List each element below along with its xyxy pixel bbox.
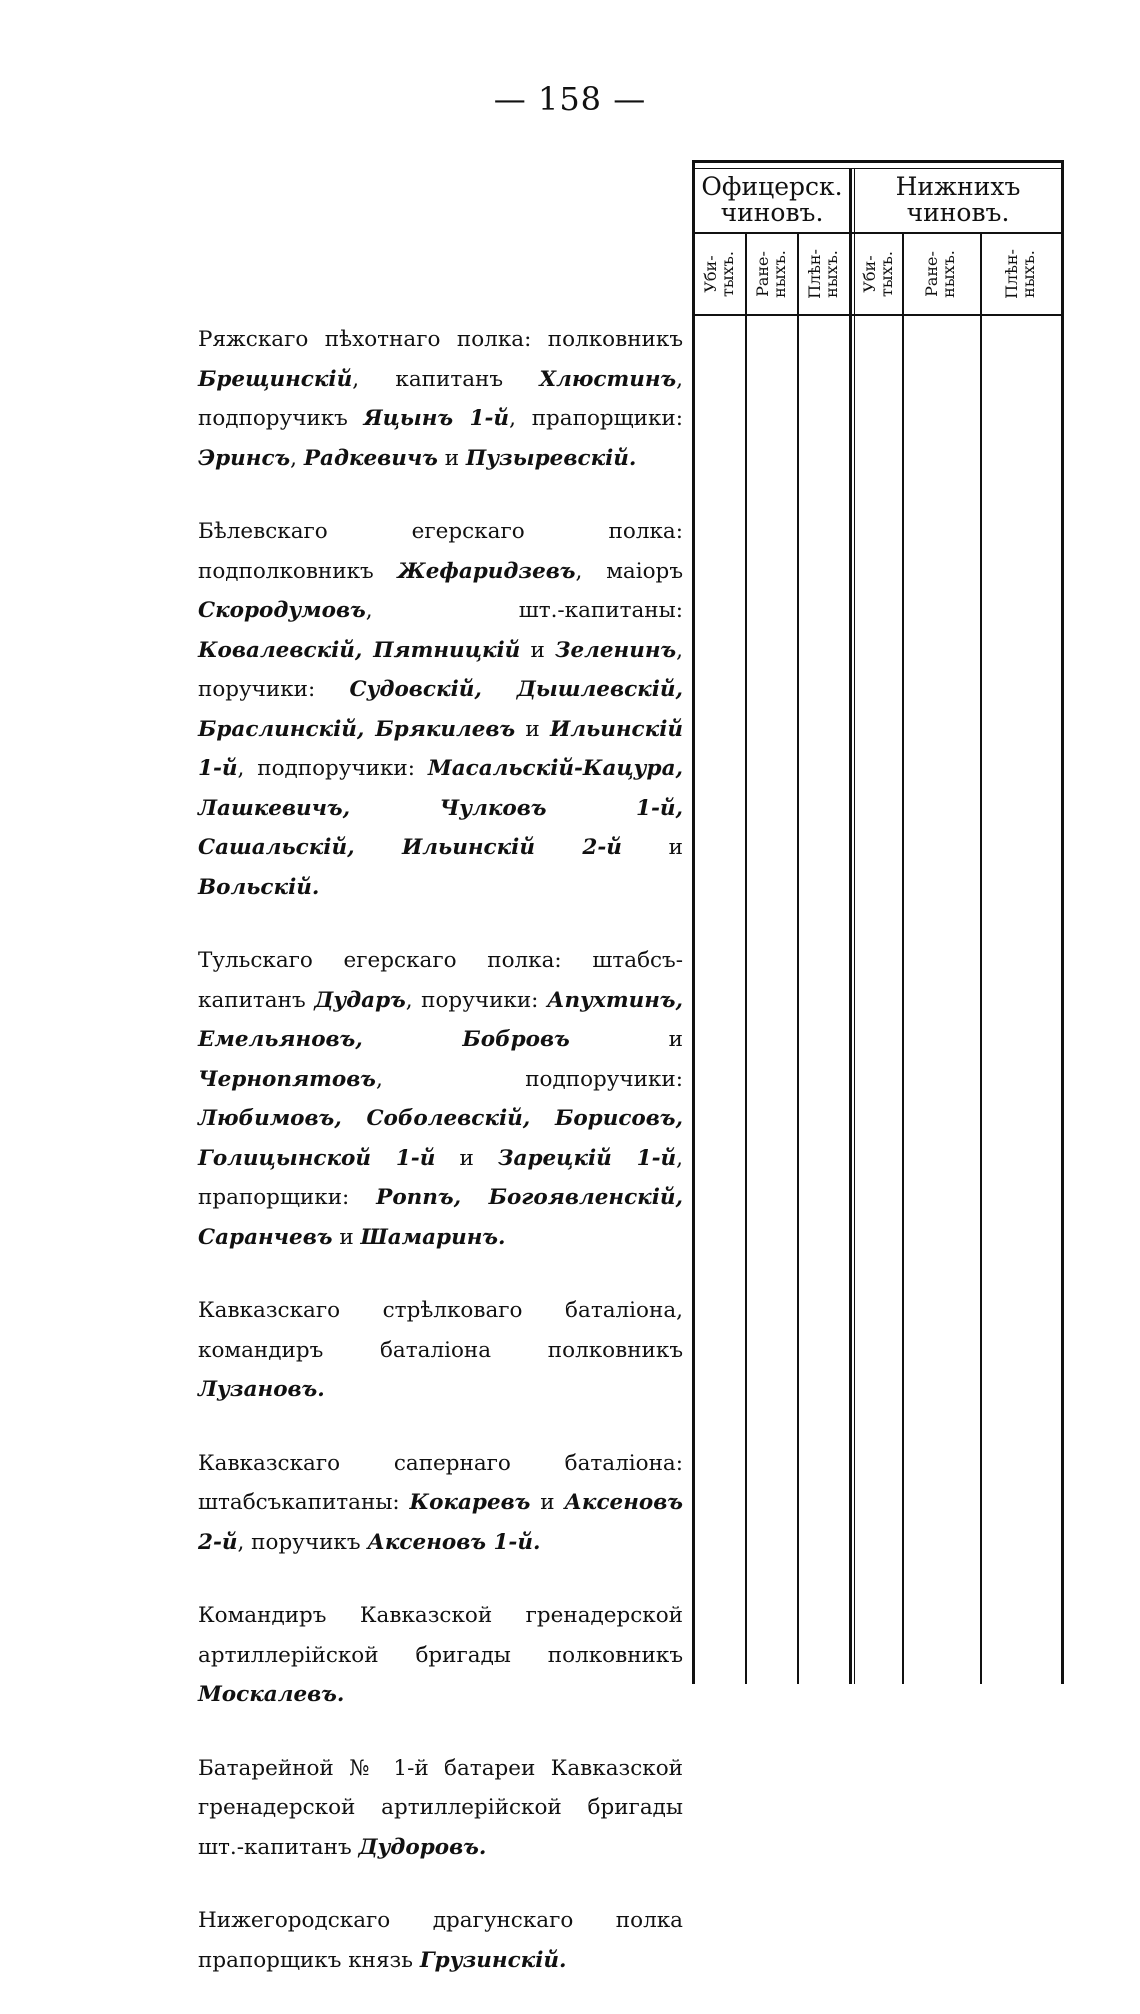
group-header-line: Офицерск. [701, 172, 843, 201]
list-entry [198, 512, 683, 907]
entry-text: Кавказскаго стрѣлковаго баталіона, командиръ баталіона полковникъ [198, 1298, 683, 1363]
officer-name: Яцынъ 1-й [363, 406, 510, 431]
column-header-line: ныхъ. [770, 250, 789, 298]
column-header-captured-lower [1003, 234, 1039, 314]
entry-text: и [621, 835, 683, 860]
list-entry [198, 1444, 683, 1563]
list-entry [198, 1749, 683, 1868]
group-divider-inner [854, 168, 855, 1684]
column-header-line: ныхъ. [822, 250, 841, 298]
officer-name: Пузыревскій. [465, 445, 637, 471]
column-header-killed-officers [702, 234, 738, 314]
officer-name: Роппъ, Богоявленскій, Саранчевъ [198, 1185, 683, 1250]
column-header-killed-lower [861, 234, 897, 314]
entry-text: и [569, 1027, 683, 1052]
casualty-table [692, 160, 1064, 1684]
officer-name: Аксеновъ 2-й [198, 1490, 684, 1555]
list-entry [198, 1291, 683, 1410]
entry-text: , поручики: [405, 987, 547, 1013]
entry-text: Нижегородскаго драгунскаго полка прапорщикъ князь [198, 1908, 683, 1973]
group-header-officers [695, 174, 849, 226]
entry-text: Ряжскаго пѣхотнаго полка: полковникъ [198, 327, 683, 352]
officer-name: Ковалевскій, Пятницкій [198, 637, 521, 663]
column-header-line: тыхъ. [877, 251, 896, 297]
entry-text: , подпоручики: [375, 1066, 683, 1092]
entry-text: , капитанъ [352, 366, 540, 392]
officer-name: Апухтинъ, Емельяновъ, Бобровъ [198, 987, 683, 1052]
entry-text: , поручики: [198, 637, 683, 702]
column-header-line: Плѣн- [805, 249, 824, 299]
officer-name: Любимовъ, Соболевскій, Борисовъ, Голицынской 1-й [198, 1106, 683, 1171]
entry-text: , подпоручикъ [198, 366, 683, 431]
officer-name: Зарецкій 1-й [498, 1145, 677, 1171]
list-entry [198, 941, 683, 1257]
officer-name: Эринсъ [198, 445, 291, 471]
column-header-line: тыхъ. [718, 251, 737, 297]
group-divider [849, 168, 852, 1684]
column-header-captured-officers [806, 234, 842, 314]
entry-text: , шт.-капитаны: [365, 598, 683, 623]
officer-name: Брещинскій [198, 366, 353, 392]
column-separator [902, 232, 904, 1684]
column-header-line: Плѣн- [1002, 249, 1021, 299]
officer-name: Ильинскій 1-й [198, 716, 683, 781]
entry-text: и [515, 716, 551, 742]
entry-text: и [530, 1490, 565, 1515]
entry-text: и [332, 1224, 361, 1250]
list-entry [198, 1596, 683, 1715]
casualty-list [198, 320, 683, 2014]
entry-text: Батарейной № 1-й батареи Кавказской гренадерской артиллерійской бригады шт.-капитанъ [198, 1755, 683, 1860]
column-header-line: Уби- [860, 255, 879, 293]
entry-text: Бѣлевскаго егерскаго полка: подполковникъ [198, 519, 683, 584]
column-header-line: Уби- [701, 255, 720, 293]
officer-name: Вольскій. [198, 874, 320, 900]
column-header-rule [692, 314, 1064, 316]
officer-name: Москалевъ. [198, 1682, 345, 1707]
entry-text: Тульскаго егерскаго полка: штабсъ-капитанъ [198, 948, 683, 1013]
entry-text: и [435, 1145, 499, 1171]
table-top-rule [692, 160, 1064, 163]
officer-name: Дударъ [314, 987, 406, 1013]
officer-name: Судовскій, Дышлевскій, Браслинскій, Брякилевъ [198, 677, 684, 742]
officer-name: Жефаридзевъ [397, 558, 576, 584]
entry-text: , [290, 445, 304, 471]
page-number: — 158 — [493, 80, 647, 118]
column-header-line: Ране- [753, 251, 772, 297]
entry-text: Командиръ Кавказской гренадерской артиллерійской бригады полковникъ [198, 1603, 683, 1668]
group-header-line: чиновъ. [906, 198, 1010, 227]
column-header-line: ныхъ. [1019, 250, 1038, 298]
officer-name: Масальскій-Кацура, Лашкевичъ, Чулковъ 1-й, Сашальскій, Ильинскій 2-й [198, 756, 683, 860]
entry-text: , подпоручики: [237, 756, 428, 781]
column-header-wounded-officers [754, 234, 790, 314]
group-header-line: чиновъ. [720, 198, 824, 227]
column-separator [797, 232, 799, 1684]
officer-name: Чернопятовъ [198, 1066, 376, 1092]
officer-name: Лузановъ. [198, 1377, 325, 1402]
entry-text: , поручикъ [237, 1529, 368, 1555]
entry-text: и [520, 637, 555, 663]
officer-name: Скородумовъ [198, 598, 366, 623]
officer-name: Грузинскій. [419, 1947, 567, 1973]
entry-text: , прапорщики: [509, 406, 683, 431]
column-separator [980, 232, 982, 1684]
list-entry [198, 320, 683, 478]
list-entry [198, 1901, 683, 1980]
column-header-line: ныхъ. [939, 250, 958, 298]
entry-text: Кавказскаго сапернаго баталіона: штабсъкапитаны: [198, 1450, 683, 1515]
table-right-border [1061, 160, 1064, 1684]
officer-name: Аксеновъ 1-й. [367, 1529, 541, 1555]
entry-text: , прапорщики: [198, 1145, 683, 1210]
officer-name: Дудоровъ. [358, 1834, 487, 1860]
entry-text: , маіоръ [575, 558, 683, 584]
officer-name: Зеленинъ [554, 637, 677, 663]
officer-name: Кокаревъ [409, 1490, 531, 1515]
group-header-line: Нижнихъ [895, 172, 1021, 201]
entry-text: и [437, 445, 466, 471]
column-header-line: Ране- [922, 251, 941, 297]
table-left-border [692, 160, 695, 1684]
table-top-rule-thin [692, 168, 1064, 169]
officer-name: Шамаринъ. [360, 1224, 506, 1250]
officer-name: Хлюстинъ [539, 366, 677, 392]
column-header-wounded-lower [923, 234, 959, 314]
column-separator [745, 232, 747, 1684]
officer-name: Радкевичъ [303, 445, 438, 471]
group-header-lower-ranks [855, 174, 1061, 226]
